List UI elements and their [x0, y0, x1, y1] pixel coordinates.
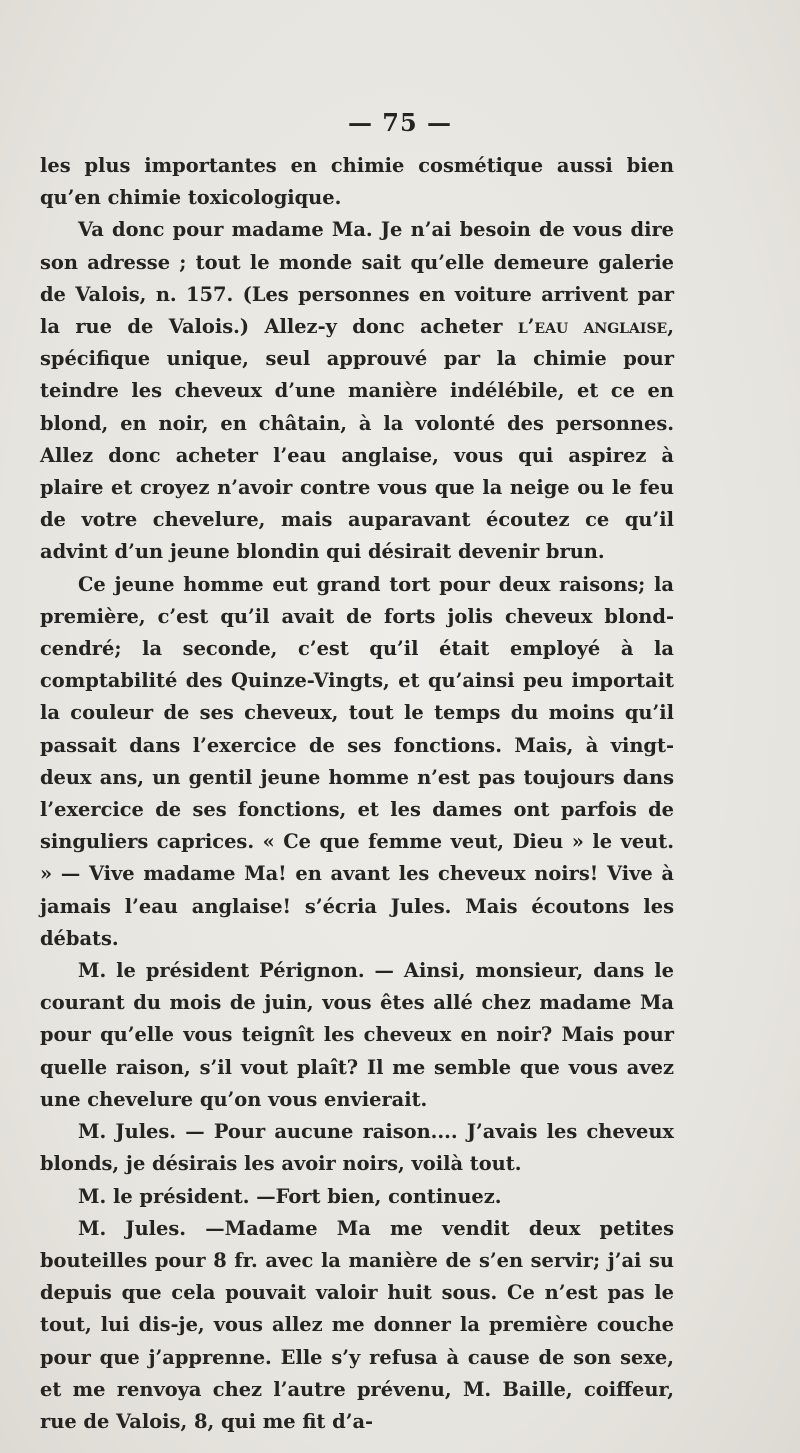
paragraph-2 [40, 214, 674, 568]
paragraph-7-jules: M. Jules. —Madame Ma me vendit deux petites bouteilles pour 8 fr. avec la manière de s’en servir; j’ai su depuis que cela pouvait valoir huit sous. Ce n’est pas le tout, lui dis-je, vous allez me donner la première couche pour que j’apprenne. Elle s’y refusa à cause de son sexe, et me renvoya chez l’autre prévenu, M. Baille, coiffeur, rue de Valois, 8, qui me fit d’a- [40, 1216, 674, 1433]
paragraph-2-part-3: , spécifique unique, seul approuvé par la chimie pour teindre les cheveux d’une manière indélébile, et ce en blond, en noir, en châtain, à la volonté des personnes. Allez donc acheter l’eau anglaise, vous qui aspirez à plaire et croyez n’avoir contre vous que la neige ou le feu de votre chevelure, mais auparavant écoutez ce qu’il advint d’un jeune blondin qui désirait devenir brun. [40, 315, 674, 564]
paragraph-3: Ce jeune homme eut grand tort pour deux raisons; la première, c’est qu’il avait de forts jolis cheveux blond-cendré; la seconde, c’est qu’il était employé à la comptabilité des Quinze-Vingts, et qu’ainsi peu importait la couleur de ses cheveux, tout le temps du moins qu’il passait dans l’exercice de ses fonctions. Mais, à vingt-deux ans, un gentil jeune homme n’est pas toujours dans l’exercice de ses fonctions, et les dames ont parfois de singuliers caprices. « Ce que femme veut, Dieu » le veut. » — Vive madame Ma! en avant les cheveux noirs! Vive à jamais l’eau anglaise! s’écria Jules. Mais écoutons les débats. [40, 572, 674, 950]
page-number: — 75 — [347, 108, 453, 137]
body-text [40, 150, 674, 1438]
paragraph-5-jules: M. Jules. — Pour aucune raison.... J’avais les cheveux blonds, je désirais les avoir noirs, voilà tout. [40, 1120, 674, 1176]
paragraph-6-president: M. le président. —Fort bien, continuez. [78, 1184, 502, 1208]
paragraph-2-part-1: Va donc pour madame Ma. Je n’ai besoin de vous dire son adresse ; tout le monde sait qu’elle demeure galerie de Valois, n. 157. (Les personnes en voiture arrivent par la rue de Valois.) Allez-y donc acheter [40, 218, 674, 339]
eau-anglaise-smallcaps: l’eau anglaise [517, 315, 668, 339]
paragraph-1: les plus importantes en chimie cosmétique aussi bien qu’en chimie toxicologique. [40, 154, 674, 210]
paragraph-4-president: M. le président Pérignon. — Ainsi, monsieur, dans le courant du mois de juin, vous êtes allé chez madame Ma pour qu’elle vous teignît les cheveux en noir? Mais pour quelle raison, s’il vout plaît? Il me semble que vous avez une chevelure qu’on vous envierait. [40, 959, 674, 1111]
